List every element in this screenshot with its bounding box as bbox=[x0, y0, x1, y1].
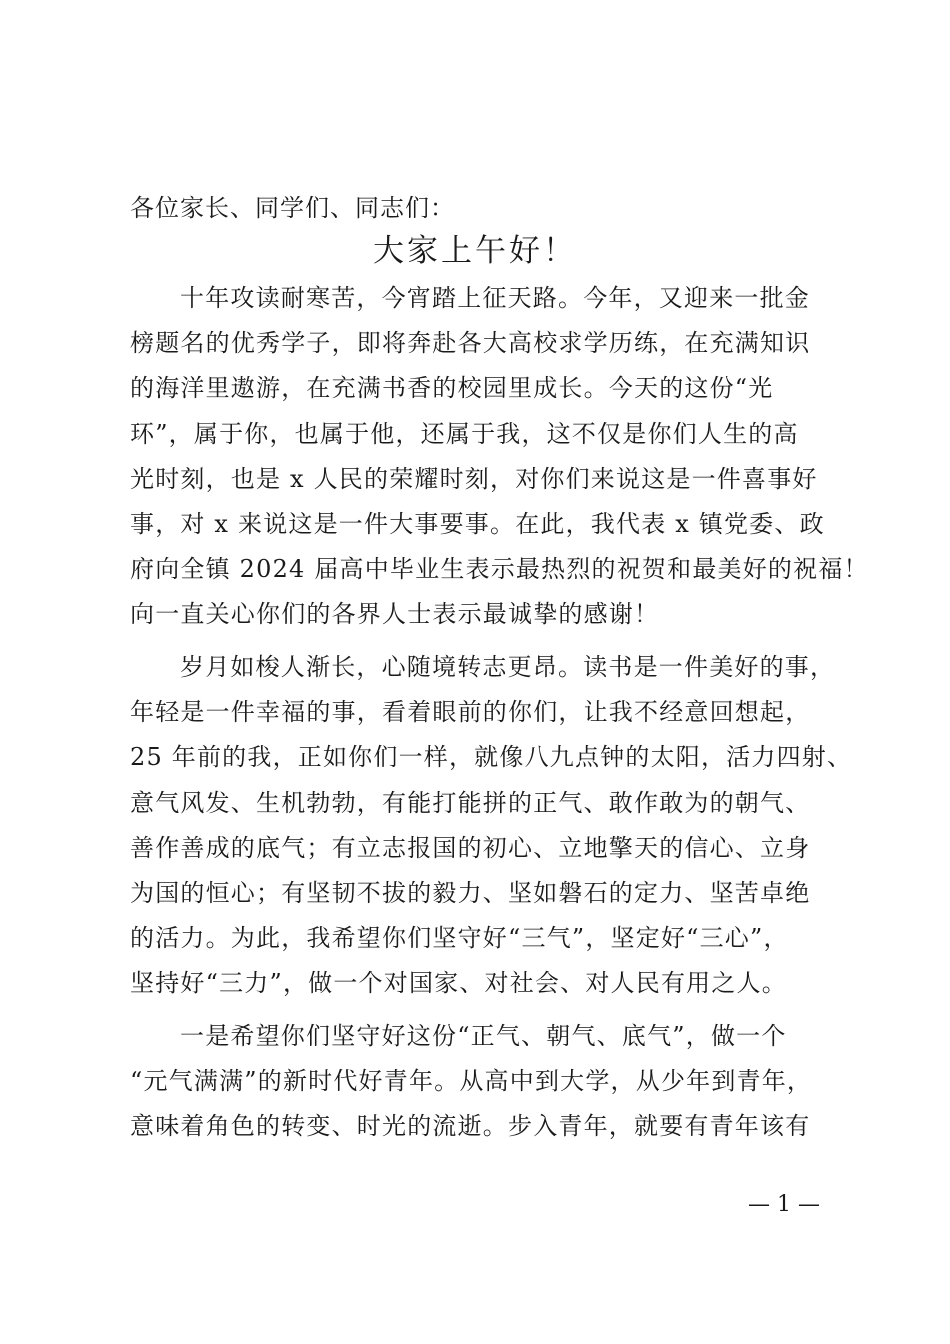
paragraph-line: 岁月如梭人渐长，心随境转志更昂。读书是一件美好的事， bbox=[180, 653, 836, 681]
paragraph-line: 十年攻读耐寒苦，今宵踏上征天路。今年，又迎来一批金 bbox=[180, 284, 810, 312]
paragraph-line: 事，对 x 来说这是一件大事要事。在此，我代表 x 镇党委、政 bbox=[130, 509, 825, 538]
paragraph-line: 善作善成的底气；有立志报国的初心、立地擎天的信心、立身 bbox=[130, 833, 811, 862]
salutation: 各位家长、同学们、同志们： bbox=[130, 194, 455, 222]
paragraph-line: 坚持好“三力”，做一个对国家、对社会、对人民有用之人。 bbox=[130, 969, 787, 998]
paragraph-line: “元气满满”的新时代好青年。从高中到大学，从少年到青年， bbox=[130, 1067, 813, 1096]
paragraph-line: 意味着角色的转变、时光的流逝。步入青年，就要有青年该有 bbox=[130, 1112, 811, 1141]
paragraph-3 bbox=[130, 1014, 830, 1150]
paragraph-line: 环”，属于你，也属于他，还属于我，这不仅是你们人生的高 bbox=[130, 419, 799, 448]
paragraph-line: 为国的恒心；有坚韧不拔的毅力、坚如磐石的定力、坚苦卓绝 bbox=[130, 878, 811, 907]
paragraph-1 bbox=[130, 276, 869, 638]
paragraph-line: 府向全镇 2024 届高中毕业生表示最热烈的祝贺和最美好的祝福！ bbox=[130, 555, 869, 584]
paragraph-line: 年轻是一件幸福的事，看着眼前的你们，让我不经意回想起， bbox=[130, 698, 811, 727]
paragraph-line: 的海洋里遨游，在充满书香的校园里成长。今天的这份“光 bbox=[130, 374, 774, 403]
paragraph-2 bbox=[130, 645, 853, 1007]
greeting-heading: 大家上午好！ bbox=[373, 233, 577, 269]
paragraph-line: 光时刻，也是 x 人民的荣耀时刻，对你们来说这是一件喜事好 bbox=[130, 464, 818, 493]
paragraph-line: 向一直关心你们的各界人士表示最诚挚的感谢！ bbox=[130, 600, 660, 629]
paragraph-line: 意气风发、生机勃勃，有能打能拼的正气、敢作敢为的朝气、 bbox=[130, 788, 811, 817]
page-number: — 1 — bbox=[748, 1192, 820, 1217]
paragraph-line: 的活力。为此，我希望你们坚守好“三气”，坚定好“三心”， bbox=[130, 924, 789, 953]
paragraph-line: 一是希望你们坚守好这份“正气、朝气、底气”，做一个 bbox=[180, 1022, 787, 1050]
paragraph-line: 榜题名的优秀学子，即将奔赴各大高校求学历练，在充满知识 bbox=[130, 329, 811, 358]
paragraph-line: 25 年前的我，正如你们一样，就像八九点钟的太阳，活力四射、 bbox=[130, 743, 853, 772]
